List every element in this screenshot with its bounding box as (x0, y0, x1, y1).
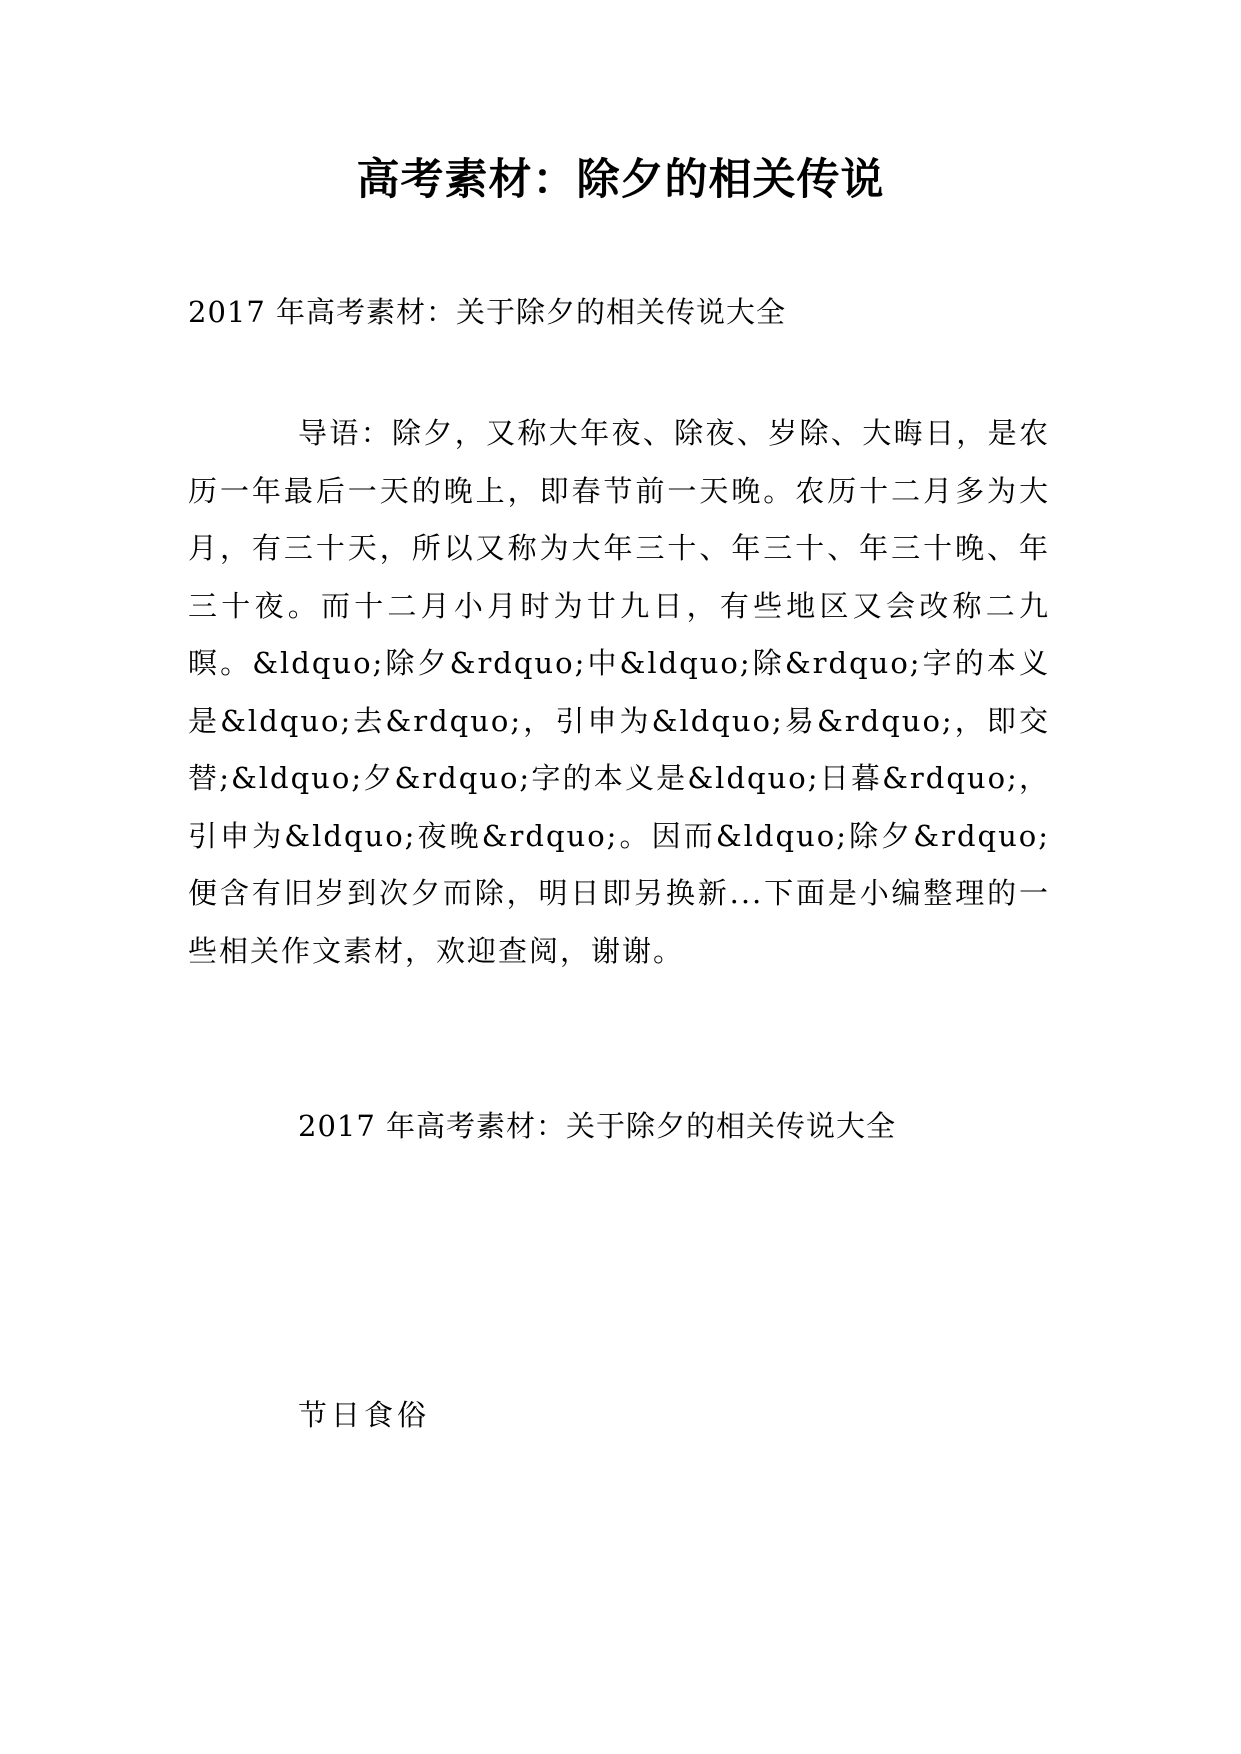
intro-paragraph: 导语：除夕，又称大年夜、除夜、岁除、大晦日，是农历一年最后一天的晚上，即春节前一天晚。农历十二月多为大月，有三十天，所以又称为大年三十、年三十、年三十晚、年三十夜。而十二月小月时为廿九日，有些地区又会改称二九暝。&ldquo;除夕&rdquo;中&ldquo;除&rdquo;字的本义是&ldquo;去&rdquo;，引申为&ldquo;易&rdquo;，即交替;&ldquo;夕&rdquo;字的本义是&ldquo;日暮&rdquo;，引申为&ldquo;夜晚&rdquo;。因而&ldquo;除夕&rdquo;便含有旧岁到次夕而除，明日即另换新...下面是小编整理的一些相关作文素材，欢迎查阅，谢谢。 (188, 416, 1050, 968)
document-subtitle: 2017 年高考素材：关于除夕的相关传说大全 (188, 295, 787, 329)
section-heading: 2017 年高考素材：关于除夕的相关传说大全 (298, 1109, 897, 1143)
food-customs-heading: 节日食俗 (298, 1398, 431, 1432)
document-title: 高考素材：除夕的相关传说 (356, 155, 885, 205)
